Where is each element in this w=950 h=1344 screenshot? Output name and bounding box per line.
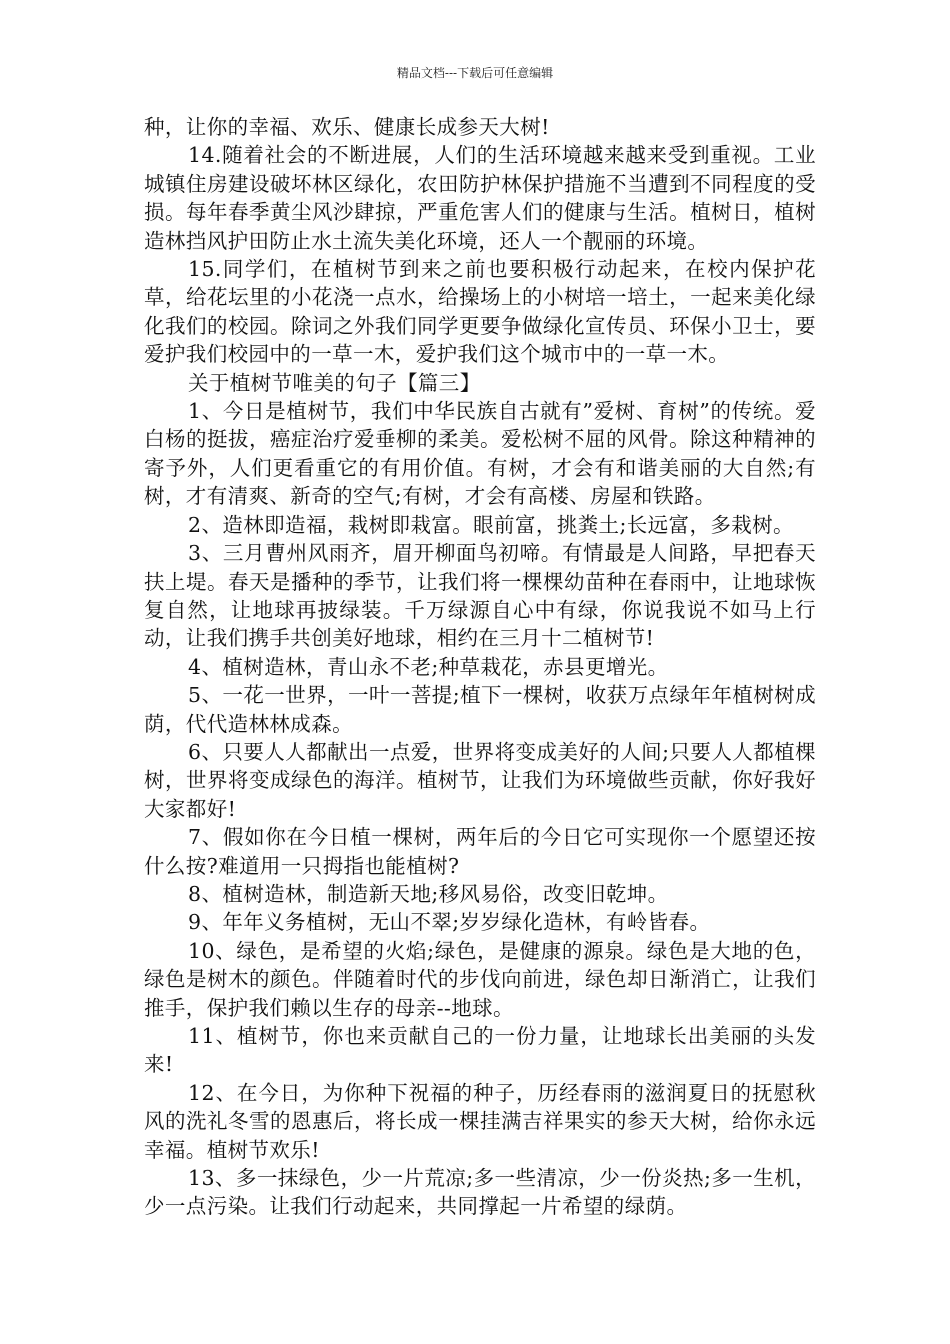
paragraph: 5、一花一世界，一叶一菩提;植下一棵树，收获万点绿年年植树树成荫，代代造林林成森。 (144, 683, 816, 736)
paragraph: 1、今日是植树节，我们中华民族自古就有”爱树、育树”的传统。爱白杨的挺拔，癌症治疗爱垂柳的柔美。爱松树不屈的风骨。除这种精神的寄予外，人们更看重它的有用价值。有树，才会有和谐美丽的大自然;有树，才有清爽、新奇的空气;有树，才会有高楼、房屋和铁路。 (144, 399, 816, 509)
paragraph: 12、在今日，为你种下祝福的种子，历经春雨的滋润夏日的抚慰秋风的洗礼冬雪的恩惠后，将长成一棵挂满吉祥果实的参天大树，给你永远幸福。植树节欢乐! (144, 1080, 816, 1162)
page-header: 精品文档---下载后可任意编辑 (396, 66, 554, 80)
paragraph: 15.同学们，在植树节到来之前也要积极行动起来，在校内保护花草，给花坛里的小花浇一点水，给操场上的小树培一培土，一起来美化绿化我们的校园。除词之外我们同学更要争做绿化宣传员、环保小卫士，要爱护我们校园中的一草一木，爱护我们这个城市中的一草一木。 (144, 257, 816, 367)
paragraph: 种，让你的幸福、欢乐、健康长成参天大树! (144, 115, 550, 139)
paragraph: 6、只要人人都献出一点爱，世界将变成美好的人间;只要人人都植棵树，世界将变成绿色的海洋。植树节，让我们为环境做些贡献，你好我好大家都好! (144, 739, 816, 821)
paragraph: 2、造林即造福，栽树即栽富。眼前富，挑粪土;长远富，多栽树。 (188, 512, 794, 537)
paragraph: 关于植树节唯美的句子【篇三】 (188, 370, 481, 395)
paragraph: 11、植树节，你也来贡献自己的一份力量，让地球长出美丽的头发来! (144, 1024, 816, 1077)
paragraph: 13、多一抹绿色，少一片荒凉;多一些清凉，少一份炎热;多一生机，少一点污染。让我们行动起来，共同撑起一片希望的绿荫。 (144, 1166, 816, 1219)
paragraph: 10、绿色，是希望的火焰;绿色，是健康的源泉。绿色是大地的色，绿色是树木的颜色。伴随着时代的步伐向前进，绿色却日渐消亡，让我们推手，保护我们赖以生存的母亲--地球。 (144, 938, 816, 1020)
document-body (144, 113, 816, 1221)
paragraph: 3、三月曹州风雨齐，眉开柳面鸟初啼。有情最是人间路，早把春天扶上堤。春天是播种的季节，让我们将一棵棵幼苗种在春雨中，让地球恢复自然，让地球再披绿装。千万绿源自心中有绿，你说我说不如马上行动，让我们携手共创美好地球，相约在三月十二植树节! (144, 541, 816, 651)
paragraph: 7、假如你在今日植一棵树，两年后的今日它可实现你一个愿望还按什么按?难道用一只拇指也能植树? (144, 825, 816, 878)
paragraph: 14.随着社会的不断进展，人们的生活环境越来越来受到重视。工业城镇住房建设破坏林区绿化，农田防护林保护措施不当遭到不同程度的受损。每年春季黄尘风沙肆掠，严重危害人们的健康与生活。植树日，植树造林挡风护田防止水土流失美化环境，还人一个靓丽的环境。 (144, 143, 816, 253)
paragraph: 4、植树造林，青山永不老;种草栽花，赤县更增光。 (188, 654, 669, 679)
paragraph: 9、年年义务植树，无山不翠;岁岁绿化造林，有岭皆春。 (188, 910, 711, 935)
paragraph: 8、植树造林，制造新天地;移风易俗，改变旧乾坤。 (188, 881, 669, 906)
